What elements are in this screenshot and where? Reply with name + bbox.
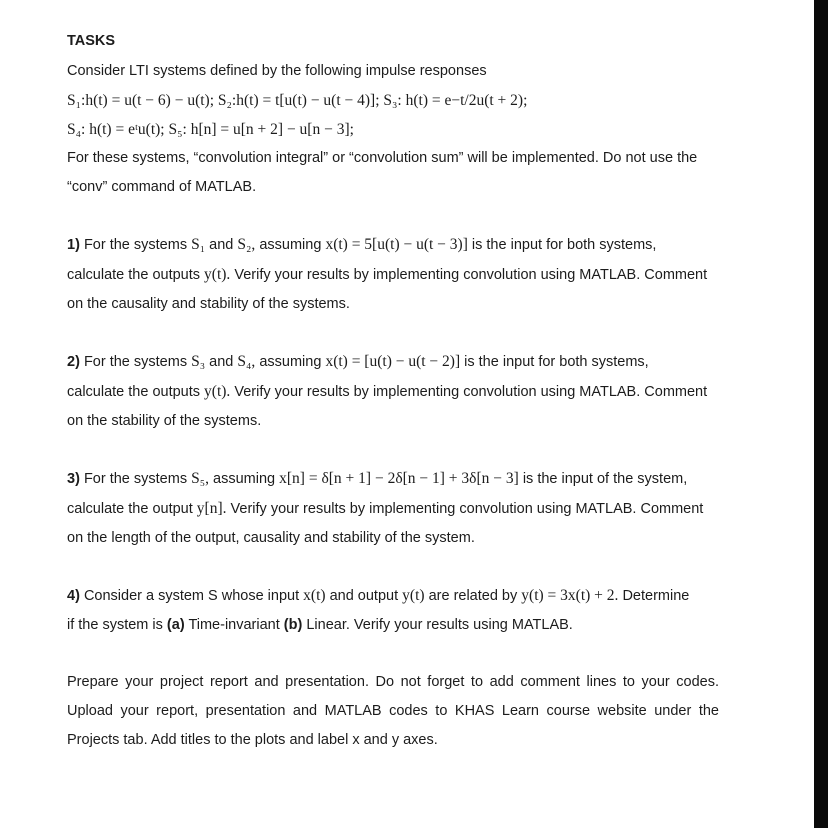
task-text: assuming [259,354,322,370]
system-symbol: S₅, [191,470,210,487]
task-text: Verify your results by implementing convolution using MATLAB. Comment [234,267,708,283]
output-signal: y(t) [402,587,425,604]
task-2 [67,347,719,436]
system-symbol: S₃ [191,353,206,370]
input-signal: x(t) [303,587,326,604]
part-a-label: (a) [166,617,185,633]
task-text: Verify your results by implementing convolution using MATLAB. Comment [234,384,708,400]
task-4 [67,581,719,640]
system-s5: S₅: h[n] = u[n + 2] − u[n − 3]; [168,121,354,138]
task-text: is the input for both systems, [464,354,649,370]
system-s4: S₄: h(t) = eᵗu(t); [67,121,165,138]
system-symbol: S₁ [191,236,206,253]
task-4-line-2 [67,611,719,640]
system-s1: S₁:h(t) = u(t − 6) − u(t); [67,92,215,109]
task-text: assuming [259,237,322,253]
system-equation: y(t) = 3x(t) + 2. [521,587,619,604]
task-1 [67,230,719,319]
closing-instructions: Prepare your project report and presentation. Do not forget to add comment lines to your codes. Upload your report, presentation and MATLAB codes to KHAS Learn course website under the Projects tab. Add titles to the plots and label x and y axes. [67,674,719,748]
output-signal: y(t). [204,383,231,400]
task-text: Verify your results by implementing convolution using MATLAB. Comment [230,501,704,517]
task-1-line-1 [67,230,719,260]
task-text: calculate the output [67,501,193,517]
task-2-line-1 [67,347,719,377]
part-b-text: Linear. Verify your results using MATLAB. [306,617,573,633]
task-text: and [209,354,234,370]
input-signal: x(t) = 5[u(t) − u(t − 3)] [325,236,468,253]
task-4-line-1 [67,581,719,611]
task-text: Consider a system S whose input [83,588,300,604]
task-text: calculate the outputs [67,384,201,400]
part-a-text: Time-invariant [188,617,280,633]
intro-text: Consider LTI systems defined by the following impulse responses [67,63,487,79]
systems-line-2 [67,115,719,144]
system-s2: S₂:h(t) = t[u(t) − u(t − 4)]; [217,92,380,109]
task-text: For the systems [83,237,188,253]
output-signal: y[n]. [196,500,227,517]
task-2-line-2 [67,377,719,407]
task-text: assuming [213,471,276,487]
task-text: For the systems [83,471,188,487]
task-number: 4) [67,588,80,604]
task-2-line-3: on the stability of the systems. [67,413,262,429]
task-text: For the systems [83,354,188,370]
task-3-line-3: on the length of the output, causality and stability of the system. [67,530,475,546]
page-edge-bar [814,0,828,828]
task-text: calculate the outputs [67,267,201,283]
task-3-line-1 [67,464,719,494]
system-symbol: S₂, [237,236,256,253]
task-number: 3) [67,471,80,487]
task-text: is the input for both systems, [471,237,657,253]
input-signal: x[n] = δ[n + 1] − 2δ[n − 1] + 3δ[n − 3] [279,470,519,487]
task-3-line-2 [67,494,719,524]
task-number: 1) [67,237,80,253]
systems-line-1 [67,86,719,115]
task-text: is the input of the system, [522,471,688,487]
task-text: are related by [428,588,518,604]
document-content [67,30,719,755]
note-text: For these systems, “convolution integral” or “convolution sum” will be implemented. Do not use the “conv” command of MATLAB. [67,150,698,195]
system-symbol: S₄, [237,353,256,370]
task-text: if the system is [67,617,163,633]
page-title: TASKS [67,33,116,49]
task-text: Determine [622,588,690,604]
output-signal: y(t). [204,266,231,283]
task-text: and output [329,588,399,604]
task-3 [67,464,719,553]
task-number: 2) [67,354,80,370]
task-1-line-2 [67,260,719,290]
input-signal: x(t) = [u(t) − u(t − 2)] [325,353,461,370]
system-s3: S₃: h(t) = e−t/2u(t + 2); [383,92,528,109]
part-b-label: (b) [283,617,303,633]
task-1-line-3: on the causality and stability of the systems. [67,296,350,312]
task-text: and [209,237,234,253]
